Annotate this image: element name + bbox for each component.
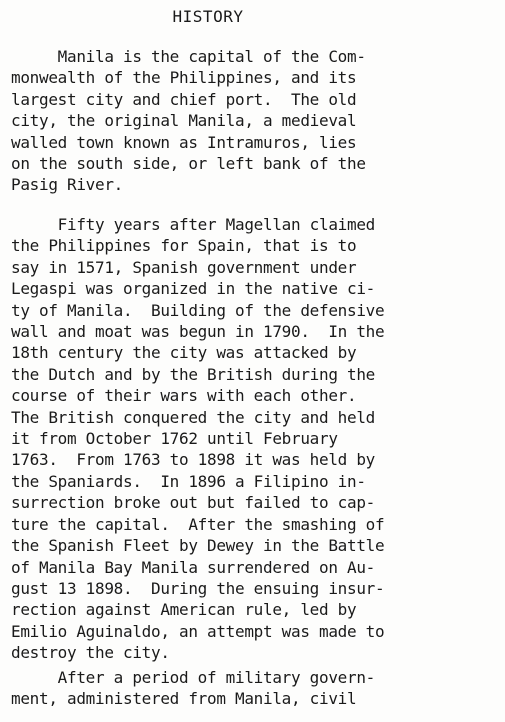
text-line: city, the original Manila, a medieval — [11, 111, 357, 131]
text-line: 1763. From 1763 to 1898 it was held by — [11, 450, 375, 470]
paragraph-2 — [11, 214, 491, 664]
text-line: gust 13 1898. During the ensuing insur- — [11, 578, 385, 598]
text-line: monwealth of the Philippines, and its — [11, 68, 357, 88]
text-line: the Spanish Fleet by Dewey in the Battle — [11, 536, 385, 556]
text-line: of Manila Bay Manila surrendered on Au- — [11, 557, 375, 577]
text-line: rection against American rule, led by — [11, 600, 357, 620]
text-line: ture the capital. After the smashing of — [11, 514, 385, 534]
text-line: Emilio Aguinaldo, an attempt was made to — [11, 621, 385, 641]
text-line: say in 1571, Spanish government under — [11, 257, 357, 277]
text-line: 18th century the city was attacked by — [11, 343, 357, 363]
text-line: on the south side, or left bank of the — [11, 154, 366, 174]
text-line: the Dutch and by the British during the — [11, 364, 375, 384]
text-line: The British conquered the city and held — [11, 407, 375, 427]
text-line: ment, administered from Manila, civil — [11, 689, 357, 709]
text-line: wall and moat was begun in 1790. In the — [11, 322, 385, 342]
text-line: the Philippines for Spain, that is to — [11, 236, 357, 256]
text-line: it from October 1762 until February — [11, 429, 338, 449]
page-title: HISTORY — [172, 7, 244, 26]
text-line: Fifty years after Magellan claimed — [11, 215, 375, 234]
paragraph-3 — [11, 667, 491, 710]
text-line: walled town known as Intramuros, lies — [11, 132, 357, 152]
text-line: After a period of military govern- — [11, 668, 375, 687]
paragraph-1 — [11, 46, 491, 196]
text-line: largest city and chief port. The old — [11, 89, 357, 109]
text-line: course of their wars with each other. — [11, 386, 357, 406]
text-line: surrection broke out but failed to cap- — [11, 493, 375, 513]
text-line: Legaspi was organized in the native ci- — [11, 279, 375, 299]
text-line: the Spaniards. In 1896 a Filipino in- — [11, 471, 366, 491]
text-line: Manila is the capital of the Com- — [11, 47, 366, 66]
text-line: ty of Manila. Building of the defensive — [11, 300, 385, 320]
text-line: Pasig River. — [11, 175, 123, 195]
text-line: destroy the city. — [11, 643, 170, 663]
